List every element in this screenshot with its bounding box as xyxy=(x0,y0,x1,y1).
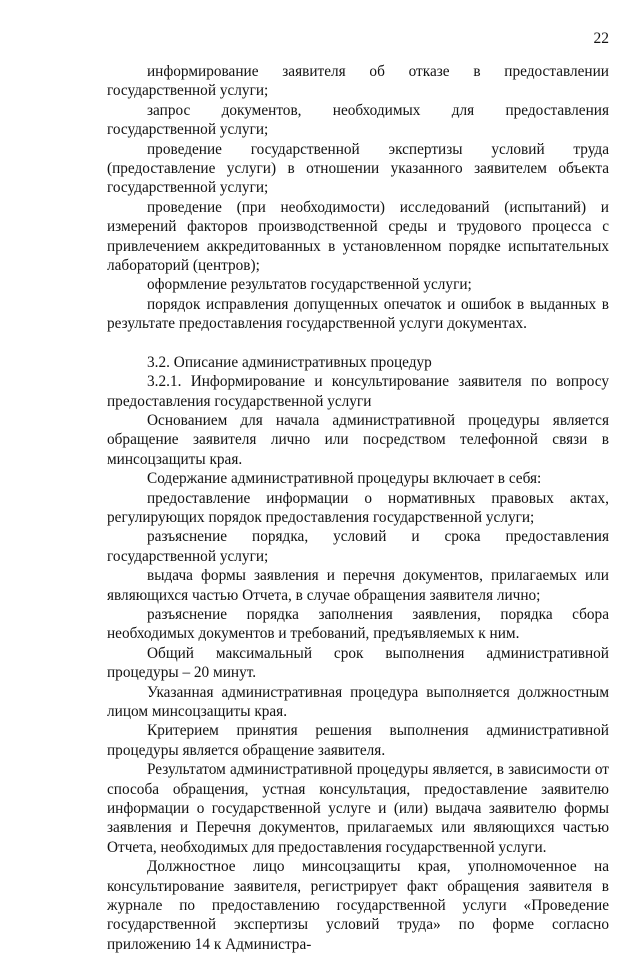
section-heading: 3.2. Описание административных процедур xyxy=(147,353,432,371)
paragraph: информирование заявителя об отказе в предоставлении государственной услуги; xyxy=(107,63,609,100)
subsection-heading: 3.2.1. Информирование и консультирование заявителя по вопросу предоставления государственной услуги xyxy=(107,373,609,410)
paragraph: Общий максимальный срок выполнения административной процедуры – 20 минут. xyxy=(107,644,609,682)
paragraph: запрос документов, необходимых для предоставления государственной услуги; xyxy=(107,101,609,139)
paragraph: Содержание административной процедуры включает в себя: xyxy=(147,470,542,488)
paragraph: выдача формы заявления и перечня документов, прилагаемых или являющихся частью Отчета, в случае обращения заявителя лично; xyxy=(107,567,609,604)
paragraph: Критерием принятия решения выполнения административной процедуры является обращение заявителя. xyxy=(107,722,609,759)
paragraph: Указанная административная процедура выполняется должностным лицом минсоцзащиты края. xyxy=(107,683,609,720)
paragraph: проведение (при необходимости) исследований (испытаний) и измерений факторов производственной среды и трудового процесса с привлечением аккредитованных в установленном порядке испытательных лабораторий (центров); xyxy=(107,198,609,275)
paragraph: предоставление информации о нормативных правовых актах, регулирующих порядок предоставления государственной услуги; xyxy=(107,489,609,526)
paragraph: оформление результатов государственной услуги; xyxy=(147,276,472,294)
paragraph: Должностное лицо минсоцзащиты края, уполномоченное на консультирование заявителя, регистрирует факт обращения заявителя в журнале по предоставлению государственной услуги «Проведение государственной экспертизы условий труда» по форме согласно приложению 14 к Администра- xyxy=(107,858,609,953)
paragraph: проведение государственной экспертизы условий труда (предоставление услуги) в отношении указанного заявителем объекта государственной услуги; xyxy=(107,140,609,197)
paragraph: Основанием для начала административной процедуры является обращение заявителя лично или посредством телефонной связи в минсоцзащиты края. xyxy=(107,411,609,468)
paragraph: разъяснение порядка заполнения заявления, порядка сбора необходимых документов и требований, предъявляемых к ним. xyxy=(107,605,609,643)
page-number: 22 xyxy=(593,30,609,47)
document-body xyxy=(107,62,609,954)
paragraph: порядок исправления допущенных опечаток и ошибок в выданных в результате предоставления государственной услуги документах. xyxy=(107,295,609,333)
paragraph: разъяснение порядка, условий и срока предоставления государственной услуги; xyxy=(107,528,609,565)
paragraph: Результатом административной процедуры является, в зависимости от способа обращения, устная консультация, предоставление заявителю информации о государственной услуге и (или) выдача заявителю формы заявления и Перечня документов, прилагаемых или являющихся частью Отчета, необходимых для предоставления государственной услуги. xyxy=(107,761,609,856)
